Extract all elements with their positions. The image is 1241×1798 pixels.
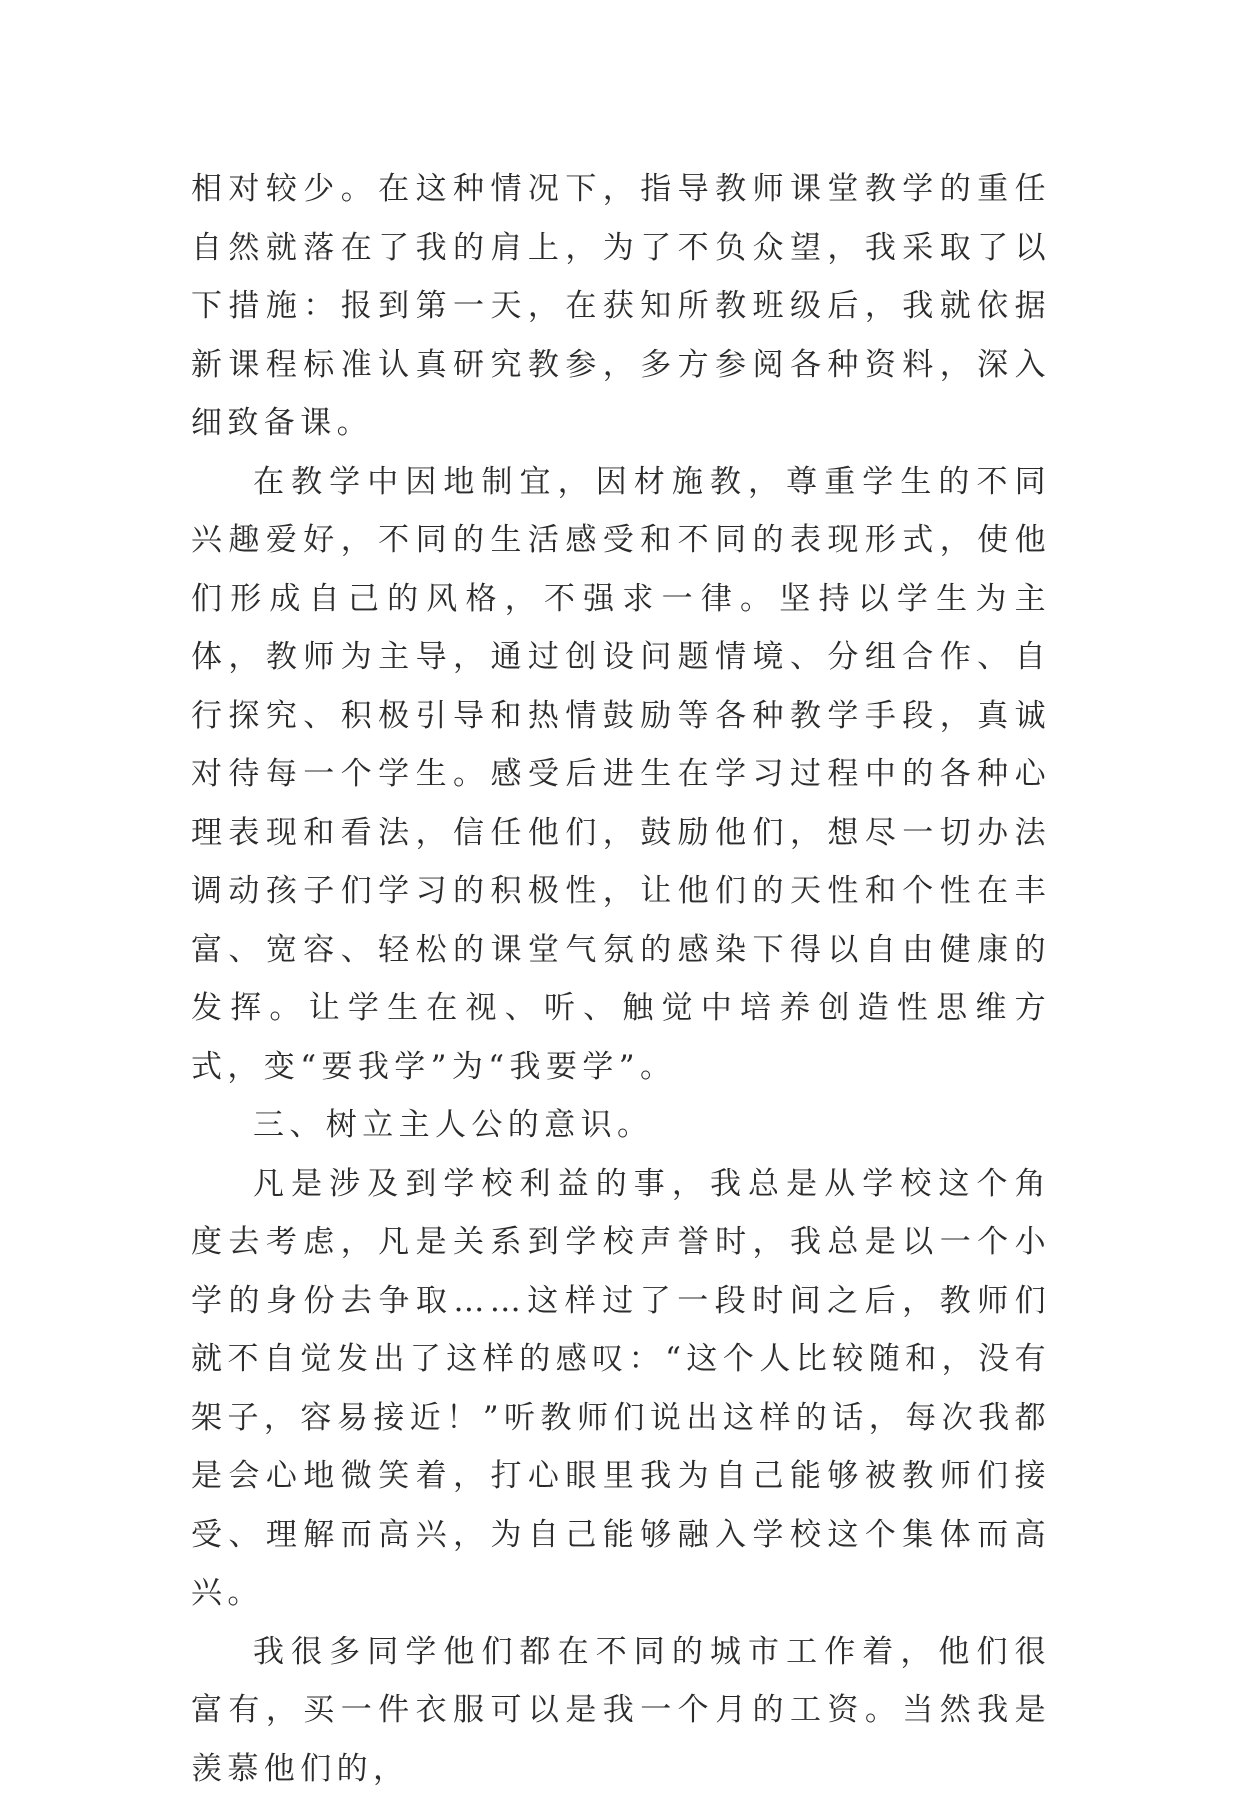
section-heading-ownership: 三、树立主人公的意识。 — [191, 1096, 1051, 1155]
paragraph-school-interests: 凡是涉及到学校利益的事，我总是从学校这个角度去考虑，凡是关系到学校声誉时，我总是以一个小学的身份去争取……这样过了一段时间之后，教师们就不自觉发出了这样的感叹：“这个人比较随和，没有架子，容易接近！”听教师们说出这样的话，每次我都是会心地微笑着，打心眼里我为自己能够被教师们接受、理解而高兴，为自己能够融入学校这个集体而高兴。 — [191, 1155, 1051, 1623]
paragraph-teaching-methods: 在教学中因地制宜，因材施教，尊重学生的不同兴趣爱好，不同的生活感受和不同的表现形式，使他们形成自己的风格，不强求一律。坚持以学生为主体，教师为主导，通过创设问题情境、分组合作、自行探究、积极引导和热情鼓励等各种教学手段，真诚对待每一个学生。感受后进生在学习过程中的各种心理表现和看法，信任他们，鼓励他们，想尽一切办法调动孩子们学习的积极性，让他们的天性和个性在丰富、宽容、轻松的课堂气氛的感染下得以自由健康的发挥。让学生在视、听、触觉中培养创造性思维方式，变“要我学”为“我要学”。 — [191, 453, 1051, 1097]
document-body — [191, 160, 1051, 1798]
paragraph-continued-preparation: 相对较少。在这种情况下，指导教师课堂教学的重任自然就落在了我的肩上，为了不负众望，我采取了以下措施：报到第一天，在获知所教班级后，我就依据新课程标准认真研究教参，多方参阅各种资料，深入细致备课。 — [191, 160, 1051, 453]
paragraph-classmates: 我很多同学他们都在不同的城市工作着，他们很富有，买一件衣服可以是我一个月的工资。当然我是羡慕他们的， — [191, 1623, 1051, 1798]
